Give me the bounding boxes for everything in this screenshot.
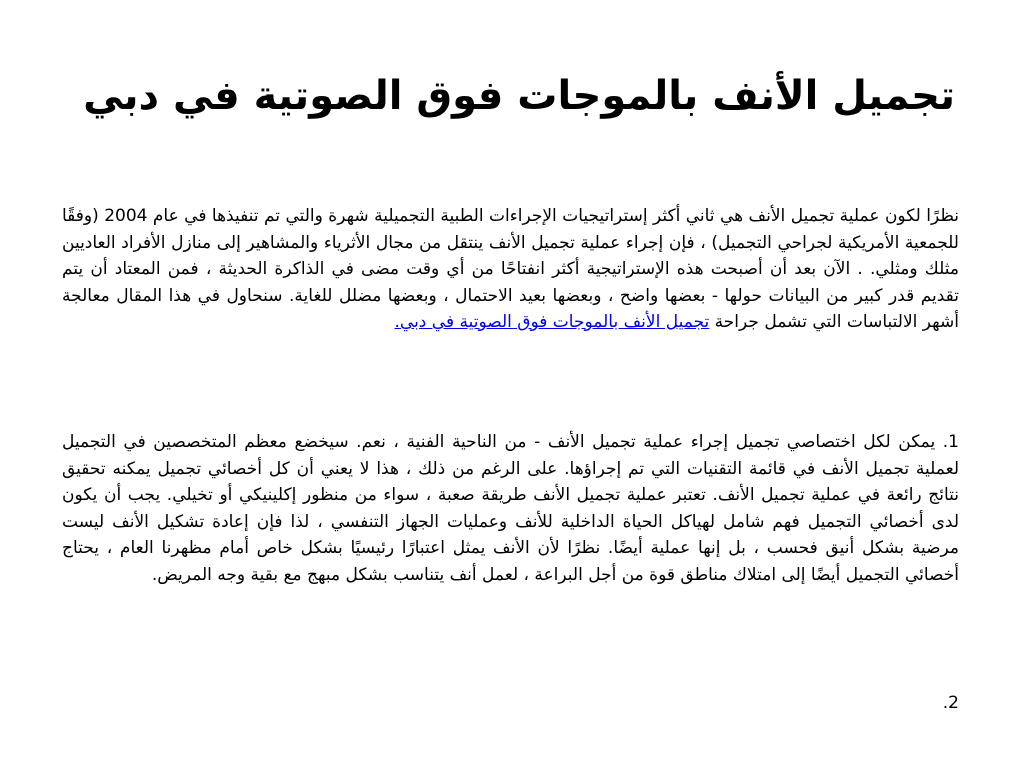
intro-paragraph	[62, 203, 959, 336]
point-1-paragraph: 1. يمكن لكل اختصاصي تجميل إجراء عملية تجميل الأنف - من الناحية الفنية ، نعم. سيخضع معظم المتخصصين في التجميل لعملية تجميل الأنف في قائمة التقنيات التي تم إجراؤها. على الرغم من ذلك ، هذا لا يعني أن كل أخصائي تجميل يمكنه تحقيق نتائج رائعة في عملية تجميل الأنف. تعتبر عملية تجميل الأنف طريقة صعبة ، سواء من منظور إكلينيكي أو تخيلي. يجب أن يكون لدى أخصائي التجميل فهم شامل لهياكل الحياة الداخلية للأنف وعمليات الجهاز التنفسي ، لذا فإن إعادة تشكيل الأنف ليست مرضية بشكل أنيق فحسب ، بل إنها عملية أيضًا. نظرًا لأن الأنف يمثل اعتبارًا رئيسيًا بشكل خاص أمام مظهرنا العام ، يحتاج أخصائي التجميل أيضًا إلى امتلاك مناطق قوة من أجل البراعة ، لعمل أنف يتناسب بشكل مبهج مع بقية وجه المريض.	[62, 432, 959, 585]
intro-paragraph-text: نظرًا لكون عملية تجميل الأنف هي ثاني أكثر إستراتيجيات الإجراءات الطبية التجميلية شهرة والتي تم تنفيذها في عام 2004 (وفقًا للجمعية الأمريكية لجراحي التجميل) ، فإن إجراء عملية تجميل الأنف ينتقل من مجال الأثرياء والمشاهير إلى منازل الأفراد العاديين مثلك ومثلي. . الآن بعد أن أصبحت هذه الإستراتيجية أكثر انفتاحًا من أي وقت مضى في الذاكرة الحديثة ، فمن المعتاد أن يتم تقديم قدر كبير من البيانات حولها - بعضها واضح ، وبعضها بعيد الاحتمال ، وبعضها مضلل للغاية. سنحاول في هذا المقال معالجة أشهر الالتباسات التي تشمل جراحة	[62, 206, 959, 332]
rhinoplasty-link[interactable]: تجميل الأنف بالموجات فوق الصوتية في دبي.	[394, 312, 710, 332]
point-2-paragraph: 2.	[942, 693, 959, 713]
page-title: تجميل الأنف بالموجات فوق الصوتية في دبي	[83, 73, 955, 119]
